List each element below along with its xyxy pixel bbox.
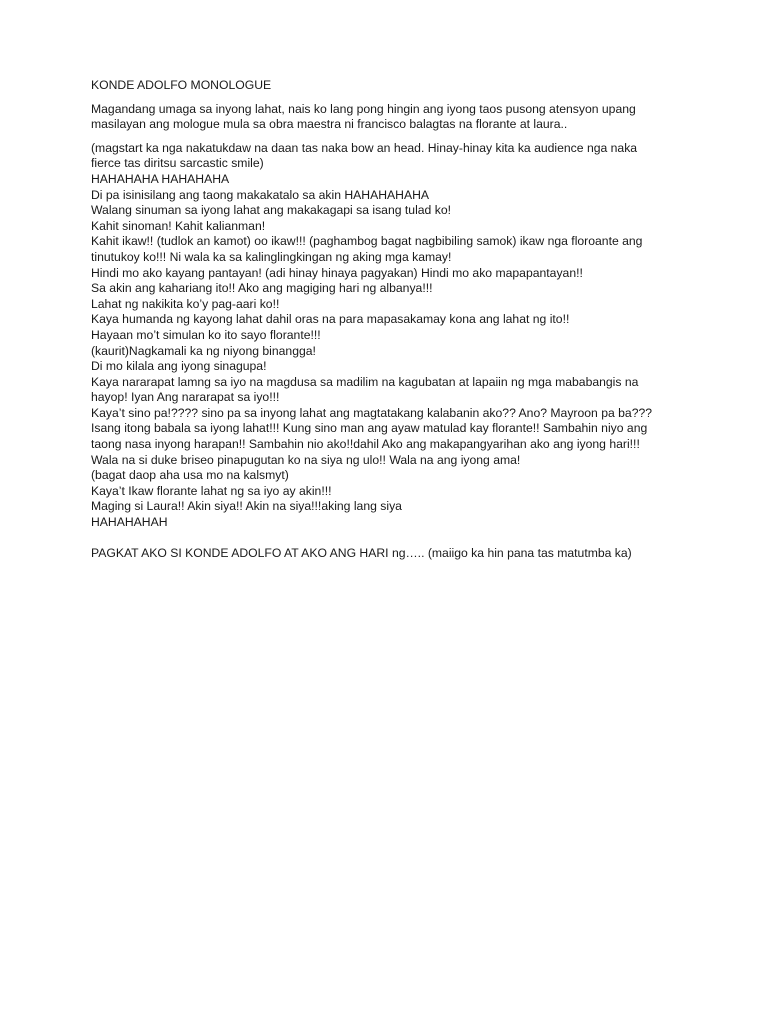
stage-direction-line: (magstart ka nga nakatukdaw na daan tas naka bow an head. Hinay-hinay kita ka audience nga naka: [91, 140, 638, 155]
monologue-line: Kaya’t sino pa!???? sino pa sa inyong lahat ang magtatakang kalabanin ako?? Ano? Mayroon pa ba???: [91, 405, 653, 420]
monologue-line: Hindi mo ako kayang pantayan! (adi hinay hinaya pagyakan) Hindi mo ako mapapantayan!!: [91, 265, 583, 280]
document-body: [91, 78, 701, 561]
monologue-line: Hayaan mo’t simulan ko ito sayo florante!!!: [91, 327, 321, 342]
monologue-line: HAHAHAHA HAHAHAHA: [91, 171, 230, 186]
monologue-line: Sa akin ang kahariang ito!! Ako ang magiging hari ng albanya!!!: [91, 281, 433, 296]
monologue-line: Kahit ikaw!! (tudlok an kamot) oo ikaw!!! (paghambog bagat nagbibiling samok) ikaw nga floroante ang: [91, 234, 643, 249]
intro-paragraph: [91, 102, 701, 133]
monologue-line: (kaurit)Nagkamali ka ng niyong binangga!: [91, 343, 316, 358]
monologue-line: Kaya’t Ikaw florante lahat ng sa iyo ay akin!!!: [91, 483, 332, 498]
monologue-line: Isang itong babala sa iyong lahat!!! Kung sino man ang ayaw matulad kay florante!! Sambahin niyo ang: [91, 421, 648, 436]
monologue-line: Kaya humanda ng kayong lahat dahil oras na para mapasakamay kona ang lahat ng ito!!: [91, 312, 570, 327]
monologue-line: Di pa isinisilang ang taong makakatalo sa akin HAHAHAHAHA: [91, 187, 430, 202]
monologue-line: Maging si Laura!! Akin siya!! Akin na siya!!!aking lang siya: [91, 499, 402, 514]
intro-line: Magandang umaga sa inyong lahat, nais ko lang pong hingin ang iyong taos pusong atensyon upang: [91, 101, 636, 116]
intro-line: masilayan ang mologue mula sa obra maestra ni francisco balagtas na florante at laura..: [91, 117, 568, 132]
monologue-line: Kahit sinoman! Kahit kalianman!: [91, 218, 266, 233]
monologue-line: tinutukoy ko!!! Ni wala ka sa kalinglingkingan ng aking mga kamay!: [91, 249, 452, 264]
monologue-line: (bagat daop aha usa mo na kalsmyt): [91, 468, 289, 483]
document-title: KONDE ADOLFO MONOLOGUE: [91, 78, 272, 92]
stage-direction-line: fierce tas diritsu sarcastic smile): [91, 156, 264, 171]
closing-line: PAGKAT AKO SI KONDE ADOLFO AT AKO ANG HARI ng….. (maiigo ka hin pana tas matutmba ka): [91, 545, 632, 560]
monologue-line: Lahat ng nakikita ko’y pag-aari ko!!: [91, 296, 280, 311]
paragraph-gap: [91, 531, 701, 546]
monologue-line: Di mo kilala ang iyong sinagupa!: [91, 359, 267, 374]
monologue-line: hayop! Iyan Ang nararapat sa iyo!!!: [91, 390, 280, 405]
monologue-line: taong nasa inyong harapan!! Sambahin nio ako!!dahil Ako ang makapangyarihan ako ang iyong hari!!!: [91, 437, 640, 452]
monologue-line: Kaya nararapat lamng sa iyo na magdusa sa madilim na kagubatan at lapaiin ng mga mababangis na: [91, 374, 639, 389]
monologue-block: [91, 141, 701, 561]
monologue-line: Wala na si duke briseo pinapugutan ko na siya ng ulo!! Wala na ang iyong ama!: [91, 452, 521, 467]
monologue-line: HAHAHAHAH: [91, 515, 168, 530]
monologue-line: Walang sinuman sa iyong lahat ang makakagapi sa isang tulad ko!: [91, 203, 451, 218]
